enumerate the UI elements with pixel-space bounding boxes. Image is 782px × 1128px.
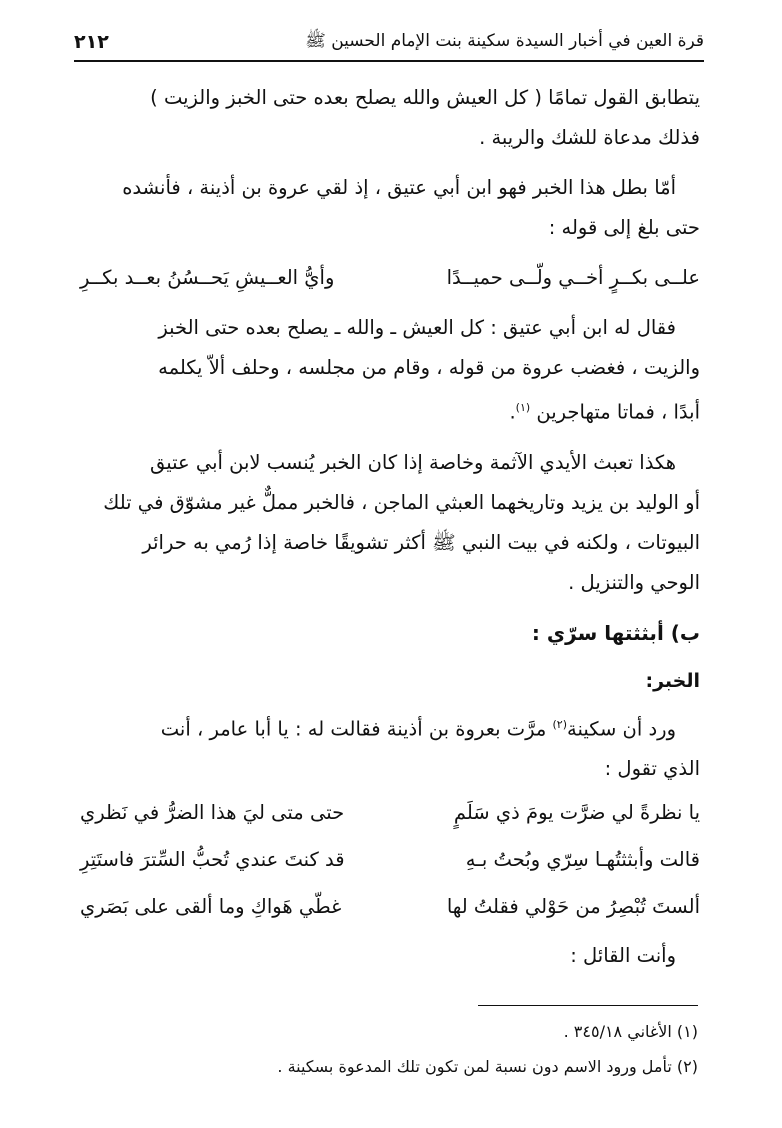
page-number: ٢١٢ [74, 31, 109, 53]
footnote-ref-1[interactable]: (١) [515, 401, 531, 414]
verse-4-second-hemistich: غطّي هَواكِ وما ألقى على بَصَري [80, 894, 342, 918]
p5-line-1-end: مرَّت بعروة بن أذينة فقالت له : يا أبا عامر ، أنت [160, 717, 553, 740]
paragraph-2 [80, 168, 700, 248]
section-heading-b: ب) أبثثتها سرّي : [531, 620, 700, 645]
verse-3 [80, 836, 700, 883]
footnote-separator [478, 1005, 698, 1006]
p6-line-1: وأنت القائل : [570, 944, 676, 967]
verse-4 [80, 883, 700, 930]
running-title: قرة العين في أخبار السيدة سكينة بنت الإمام الحسين ﷺ [305, 30, 704, 51]
verse-4-first-hemistich: ألستَ تُبْصِرُ من حَوْلي فقلتُ لها [446, 894, 700, 918]
p1-line-1: يتطابق القول تمامًا ( كل العيش والله يصلح بعده حتى الخبز والزيت ) [150, 86, 700, 109]
paragraph-1 [80, 78, 700, 158]
p5-line-2: الذي تقول : [604, 757, 700, 780]
footnote-1: (١) الأغاني ٣٤٥/١٨ . [563, 1022, 698, 1041]
p1-line-2: فذلك مدعاة للشك والريبة . [479, 126, 700, 149]
verse-2 [80, 789, 700, 836]
p5-line-1-start: ورد أن سكينة [567, 717, 676, 740]
verse-1 [80, 258, 700, 298]
verse-3-first-hemistich: قالت وأبثثتُهـا سِرّي وبُحتُ بـهِ [465, 847, 700, 871]
p2-line-1: أمّا بطل هذا الخبر فهو ابن أبي عتيق ، إذ لقي عروة بن أذينة ، فأنشده [122, 176, 676, 199]
p4-line-1: هكذا تعبث الأيدي الآثمة وخاصة إذا كان الخبر يُنسب لابن أبي عتيق [149, 450, 676, 474]
p3-end-mark: . [509, 400, 516, 424]
verse-3-second-hemistich: قد كنتَ عندي تُحبُّ السِّترَ فاستَتِرِ [80, 847, 345, 871]
p4-line-2: أو الوليد بن يزيد وتاريخهما العبثي الماجن ، فالخبر مملٌّ غير مشوّق في تلك [103, 490, 700, 514]
verse-1-second-hemistich: وأيُّ العــيشِ يَحــسُنُ بعــد بكــرِ [80, 266, 335, 289]
footnotes [80, 1014, 698, 1084]
p2-line-2: حتى بلغ إلى قوله : [548, 216, 700, 239]
paragraph-5 [80, 705, 700, 790]
verse-2-first-hemistich: يا نظرةً لي ضرَّت يومَ ذي سَلَمٍ [453, 800, 700, 824]
p3-line-2: والزيت ، فغضب عروة من قوله ، وقام من مجلسه ، وحلف ألاّ يكلمه [158, 356, 700, 379]
footnote-ref-2[interactable]: (٢) [552, 717, 568, 731]
p3-line-1: فقال له ابن أبي عتيق : كل العيش ـ والله ـ يصلح بعده حتى الخبز [158, 316, 676, 339]
p4-line-3: البيوتات ، ولكنه في بيت النبي ﷺ أكثر تشويقًا خاصة إذا رُمي به حرائر [142, 530, 700, 554]
paragraph-4 [80, 443, 700, 603]
p4-line-4: الوحي والتنزيل . [568, 570, 700, 594]
verse-2-second-hemistich: حتى متى ليَ هذا الضرُّ في نَظري [80, 800, 345, 824]
page-header [74, 24, 704, 62]
p3-line-3: أبدًا ، فماتا متهاجرين [536, 400, 700, 424]
footnote-2: (٢) تأمل ورود الاسم دون نسبة لمن تكون تلك المدعوة بسكينة . [277, 1057, 698, 1076]
page-body [80, 78, 700, 986]
paragraph-3 [80, 308, 700, 433]
verse-1-first-hemistich: علــى بكــرٍ أخــي ولّــى حميــدًا [446, 266, 700, 289]
paragraph-6 [80, 936, 700, 976]
subheading-khabar: الخبر: [645, 669, 700, 692]
